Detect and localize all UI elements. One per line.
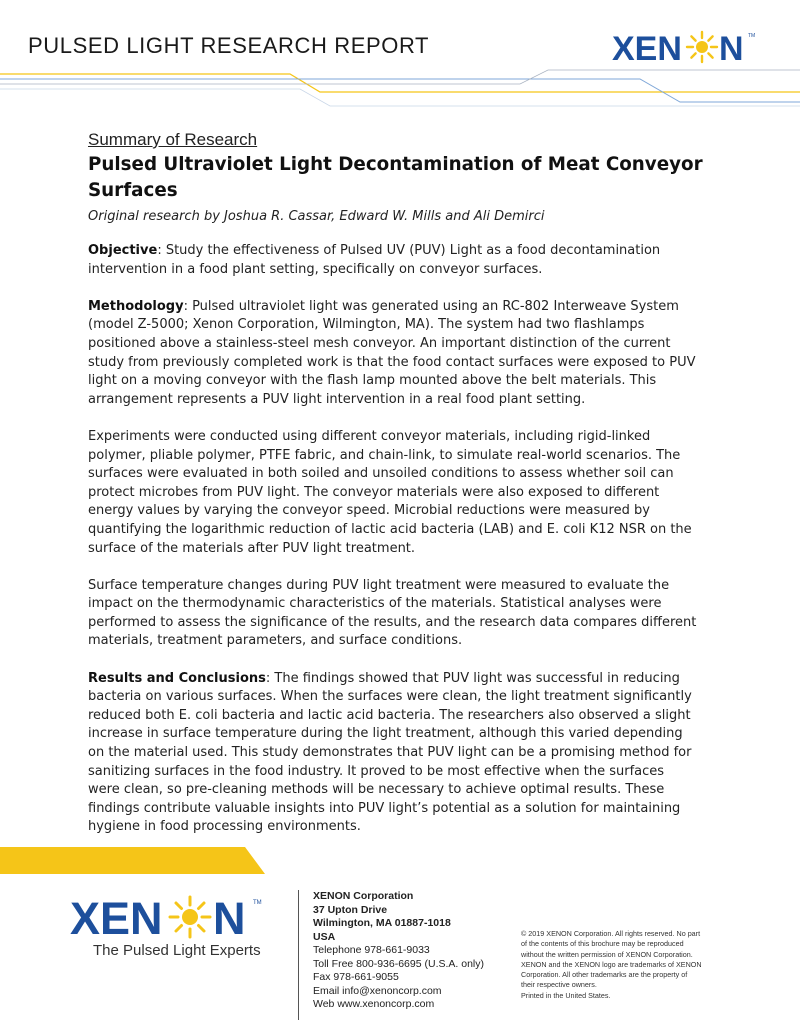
- copyright-line: without the written permission of XENON Corporation.: [521, 949, 693, 959]
- company-street: 37 Upton Drive: [313, 903, 388, 916]
- paragraph-line: quantifying the logarithmic reduction of lactic acid bacteria (LAB) and E. coli K12 NSR on the: [88, 521, 692, 537]
- paragraph-line: : The findings showed that PUV light was successful in reducing: [265, 670, 680, 686]
- paragraph-line: energy values by varying the conveyor speed. Microbial reductions were measured by: [88, 503, 650, 519]
- paragraph-heading: Methodology: [88, 298, 184, 314]
- paragraph-line: Experiments were conducted using different conveyor materials, including rigid-linked: [88, 428, 651, 444]
- footer-copyright: [521, 929, 711, 1001]
- paragraph-line: on the material used. This study demonstrates that PUV light can be a promising method for: [88, 745, 692, 761]
- copyright-line: of the contents of this brochure may be reproduced: [521, 939, 684, 949]
- footer-contact-block: [313, 890, 484, 1012]
- paragraph-line: light on a moving conveyor with the flash lamp mounted above the belt materials. This: [88, 373, 657, 389]
- paragraph-experiments: [88, 428, 718, 558]
- paragraph-line: : Pulsed ultraviolet light was generated using an RC-802 Interweave System: [183, 298, 679, 314]
- copyright-line: their respective owners.: [521, 980, 597, 990]
- paragraph-heading: Objective: [88, 243, 158, 258]
- paragraph-line: impact on the thermodynamic characteristics of the materials. Statistical analyses were: [88, 596, 662, 612]
- paragraph-line: materials, treatment parameters, and surface conditions.: [88, 633, 463, 649]
- sunburst-icon: [687, 32, 717, 62]
- paragraph-line: (model Z-5000; Xenon Corporation, Wilmington, MA). The system had two flashlamps: [88, 317, 645, 333]
- paragraph-line: arrangement represents a PUV light intervention in a real food plant setting.: [88, 391, 586, 407]
- paragraph-results: [88, 670, 718, 837]
- footer-tagline: The Pulsed Light Experts: [93, 942, 261, 959]
- paragraph-line: performed to assess the significance of the results, and the research data compares different: [88, 614, 697, 630]
- company-name: XENON Corporation: [313, 890, 414, 902]
- logo-trademark: TM: [253, 900, 262, 906]
- header-decorative-lines: [0, 62, 800, 112]
- paragraph-line: were clean, so pre-cleaning methods will be necessary to achieve optimal results. These: [88, 782, 665, 798]
- paragraph-line: surfaces were evaluated in both soiled and unsoiled conditions to assess whether soil can: [88, 466, 674, 482]
- fax: Fax 978-661-9055: [313, 971, 399, 983]
- paragraph-line: surface of the materials after PUV light treatment.: [88, 540, 416, 556]
- paragraph-objective: [88, 242, 718, 279]
- paragraph-line: polymer, pliable polymer, PTFE fabric, and chain-link, to simulate real-world scenarios. The: [88, 447, 681, 463]
- paragraph-line: intervention in a food plant setting, specifically on conveyor surfaces.: [88, 261, 543, 277]
- paragraph-line: sanitizing surfaces in the food industry. It proved to be most effective when the surfaces: [88, 763, 665, 779]
- paragraph-line: bacteria on various surfaces. When the surfaces were clean, the light treatment significantly: [88, 689, 692, 705]
- paragraph-line: study from previously completed work is that the food contact surfaces were exposed to PUV: [88, 354, 696, 370]
- paragraph-line: positioned above a stainless-steel mesh conveyor. An important distinction of the current: [88, 335, 671, 351]
- paragraph-line: : Study the effectiveness of Pulsed UV (PUV) Light as a food decontamination: [157, 243, 661, 258]
- footer-yellow-band: [0, 847, 265, 874]
- section-label: Summary of Research: [88, 130, 258, 149]
- company-country: USA: [313, 930, 336, 943]
- article-title-line-1: Pulsed Ultraviolet Light Decontamination of Meat Conveyor: [88, 154, 703, 175]
- copyright-line: XENON and the XENON logo are trademarks of XENON: [521, 959, 702, 969]
- paragraph-temperature: [88, 577, 718, 651]
- paragraph-line: protect microbes from PUV light. The conveyor materials were also exposed to different: [88, 484, 660, 500]
- website: Web www.xenoncorp.com: [313, 998, 435, 1010]
- paragraph-line: increase in surface temperature during the light treatment, although this varied depending: [88, 726, 683, 742]
- copyright-line: Corporation. All other trademarks are the property of: [521, 970, 688, 980]
- article-title-line-2: Surfaces: [88, 180, 178, 201]
- footer-divider: [298, 890, 299, 1020]
- logo-text-left: XEN: [612, 30, 682, 68]
- sunburst-icon: [170, 897, 210, 937]
- paragraph-line: reduced both E. coli bacteria and lactic acid bacteria. The researchers also observed a slight: [88, 707, 691, 723]
- toll-free: Toll Free 800-936-6695 (U.S.A. only): [313, 957, 484, 970]
- email: Email info@xenoncorp.com: [313, 984, 442, 997]
- article-title: [88, 152, 718, 204]
- paragraph-line: hygiene in food processing environments.: [88, 819, 361, 835]
- article-authors: Original research by Joshua R. Cassar, Edward W. Mills and Ali Demirci: [88, 209, 545, 224]
- article-content: [88, 130, 718, 837]
- company-city: Wilmington, MA 01887-1018: [313, 917, 451, 929]
- telephone: Telephone 978-661-9033: [313, 944, 430, 956]
- logo-trademark: TM: [748, 33, 756, 39]
- paragraph-line: findings contribute valuable insights into PUV light’s potential as a solution for maintaining: [88, 800, 681, 816]
- report-header-title: PULSED LIGHT RESEARCH REPORT: [28, 33, 430, 58]
- paragraph-heading: Results and Conclusions: [88, 670, 266, 686]
- paragraph-methodology: [88, 298, 718, 410]
- paragraph-line: Surface temperature changes during PUV light treatment were measured to evaluate the: [88, 577, 670, 593]
- logo-text-right: N: [719, 30, 744, 68]
- logo-text-right: N: [213, 893, 246, 941]
- copyright-line: Printed in the United States.: [521, 990, 611, 1000]
- copyright-line: © 2019 XENON Corporation. All rights reserved. No part: [521, 929, 701, 938]
- xenon-logo-bottom: [70, 893, 270, 941]
- logo-text-left: XEN: [70, 893, 163, 941]
